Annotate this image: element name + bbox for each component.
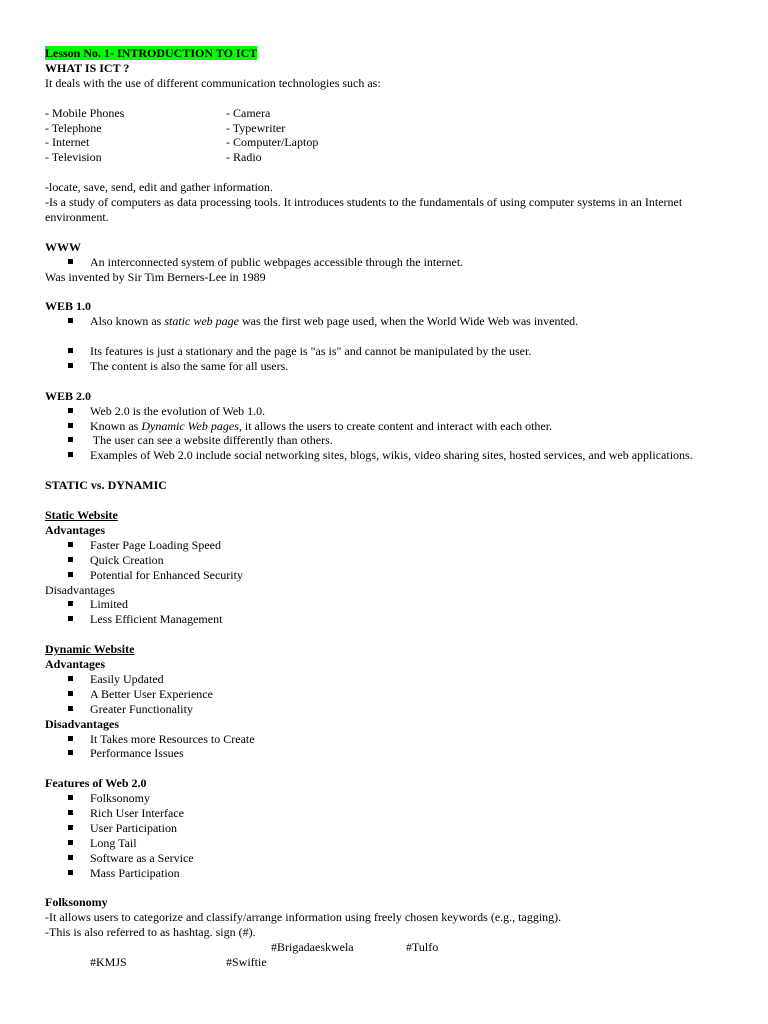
list-item: Less Efficient Management	[45, 612, 728, 627]
list-item: Faster Page Loading Speed	[45, 538, 728, 553]
list-item: Limited	[45, 597, 728, 612]
list-item: Greater Functionality	[45, 702, 728, 717]
static-advantages-list	[45, 538, 728, 583]
folksonomy-paragraph: -This is also referred to as hashtag. sign (#).	[45, 925, 256, 940]
static-disadvantages-label: Disadvantages	[45, 582, 115, 597]
lesson-title	[45, 46, 728, 61]
folksonomy-paragraph: -It allows users to categorize and classify/arrange information using freely chosen keywords (e.g., tagging).	[45, 910, 562, 925]
dynamic-advantages-label: Advantages	[45, 657, 106, 672]
dynamic-advantages-list	[45, 672, 728, 717]
list-item: Examples of Web 2.0 include social networking sites, blogs, wikis, video sharing sites, hosted services, and web applications.	[45, 448, 728, 463]
web2-heading: WEB 2.0	[45, 388, 92, 403]
hashtag: #Swiftie	[226, 955, 267, 970]
device-list-right	[226, 106, 318, 166]
list-item: Potential for Enhanced Security	[45, 568, 728, 583]
device-item: - Mobile Phones	[45, 105, 125, 120]
static-disadvantages-list	[45, 597, 728, 627]
list-item: Rich User Interface	[45, 806, 728, 821]
device-list-left	[45, 106, 226, 166]
hashtag: #Tulfo	[406, 940, 439, 955]
device-list	[45, 106, 728, 166]
list-item: It Takes more Resources to Create	[45, 732, 728, 747]
ict-intro: It deals with the use of different communication technologies such as:	[45, 75, 381, 90]
device-item: - Camera	[226, 105, 271, 120]
ict-paragraph: -Is a study of computers as data processing tools. It introduces students to the fundamentals of using computer systems in an Internet	[45, 195, 683, 210]
list-item: Also known as static web page was the first web page used, when the World Wide Web was invented.	[45, 314, 728, 329]
list-item: A Better User Experience	[45, 687, 728, 702]
dynamic-disadvantages-label: Disadvantages	[45, 716, 120, 731]
hashtag-row	[45, 955, 728, 970]
list-item: Performance Issues	[45, 746, 728, 761]
list-item: Folksonomy	[45, 791, 728, 806]
list-item: Easily Updated	[45, 672, 728, 687]
device-item: - Internet	[45, 135, 90, 150]
features-heading: Features of Web 2.0	[45, 776, 147, 791]
static-vs-dynamic-heading: STATIC vs. DYNAMIC	[45, 478, 167, 493]
static-website-heading: Static Website	[45, 507, 118, 522]
www-heading: WWW	[45, 239, 81, 254]
features-list	[45, 791, 728, 880]
list-item: Quick Creation	[45, 553, 728, 568]
ict-paragraph: environment.	[45, 209, 109, 224]
www-note: Was invented by Sir Tim Berners-Lee in 1989	[45, 269, 266, 284]
list-item: Known as Dynamic Web pages, it allows the users to create content and interact with each other.	[45, 419, 728, 434]
list-item: Mass Participation	[45, 866, 728, 881]
dynamic-web-pages-term: Dynamic Web pages,	[141, 418, 242, 433]
dynamic-website-heading: Dynamic Website	[45, 642, 135, 657]
device-item: - Radio	[226, 150, 262, 165]
www-bullets	[45, 255, 728, 270]
ict-paragraph: -locate, save, send, edit and gather information.	[45, 180, 273, 195]
what-is-ict-heading: WHAT IS ICT ?	[45, 60, 130, 75]
lesson-title-highlight: Lesson No. 1- INTRODUCTION TO ICT	[45, 46, 258, 60]
web2-bullets	[45, 404, 728, 464]
list-item: User Participation	[45, 821, 728, 836]
list-item: Long Tail	[45, 836, 728, 851]
web1-bullets-2	[45, 344, 728, 374]
device-item: - Telephone	[45, 120, 102, 135]
list-item: The user can see a website differently than others.	[45, 433, 728, 448]
list-item: The content is also the same for all users.	[45, 359, 728, 374]
device-item: - Computer/Laptop	[226, 135, 319, 150]
device-item: - Typewriter	[226, 120, 286, 135]
static-web-page-term: static web page	[164, 314, 239, 329]
dynamic-disadvantages-list	[45, 732, 728, 762]
web1-heading: WEB 1.0	[45, 299, 92, 314]
list-item: Web 2.0 is the evolution of Web 1.0.	[45, 404, 728, 419]
hashtag: #KMJS	[90, 955, 127, 970]
static-advantages-label: Advantages	[45, 522, 106, 537]
list-item: Its features is just a stationary and the page is "as is" and cannot be manipulated by the user.	[45, 344, 728, 359]
web1-bullets	[45, 314, 728, 329]
list-item: An interconnected system of public webpages accessible through the internet.	[45, 255, 728, 270]
hashtag: #Brigadaeskwela	[271, 940, 354, 955]
list-item: Software as a Service	[45, 851, 728, 866]
device-item: - Television	[45, 150, 102, 165]
folksonomy-heading: Folksonomy	[45, 895, 108, 910]
hashtag-row	[45, 940, 728, 955]
